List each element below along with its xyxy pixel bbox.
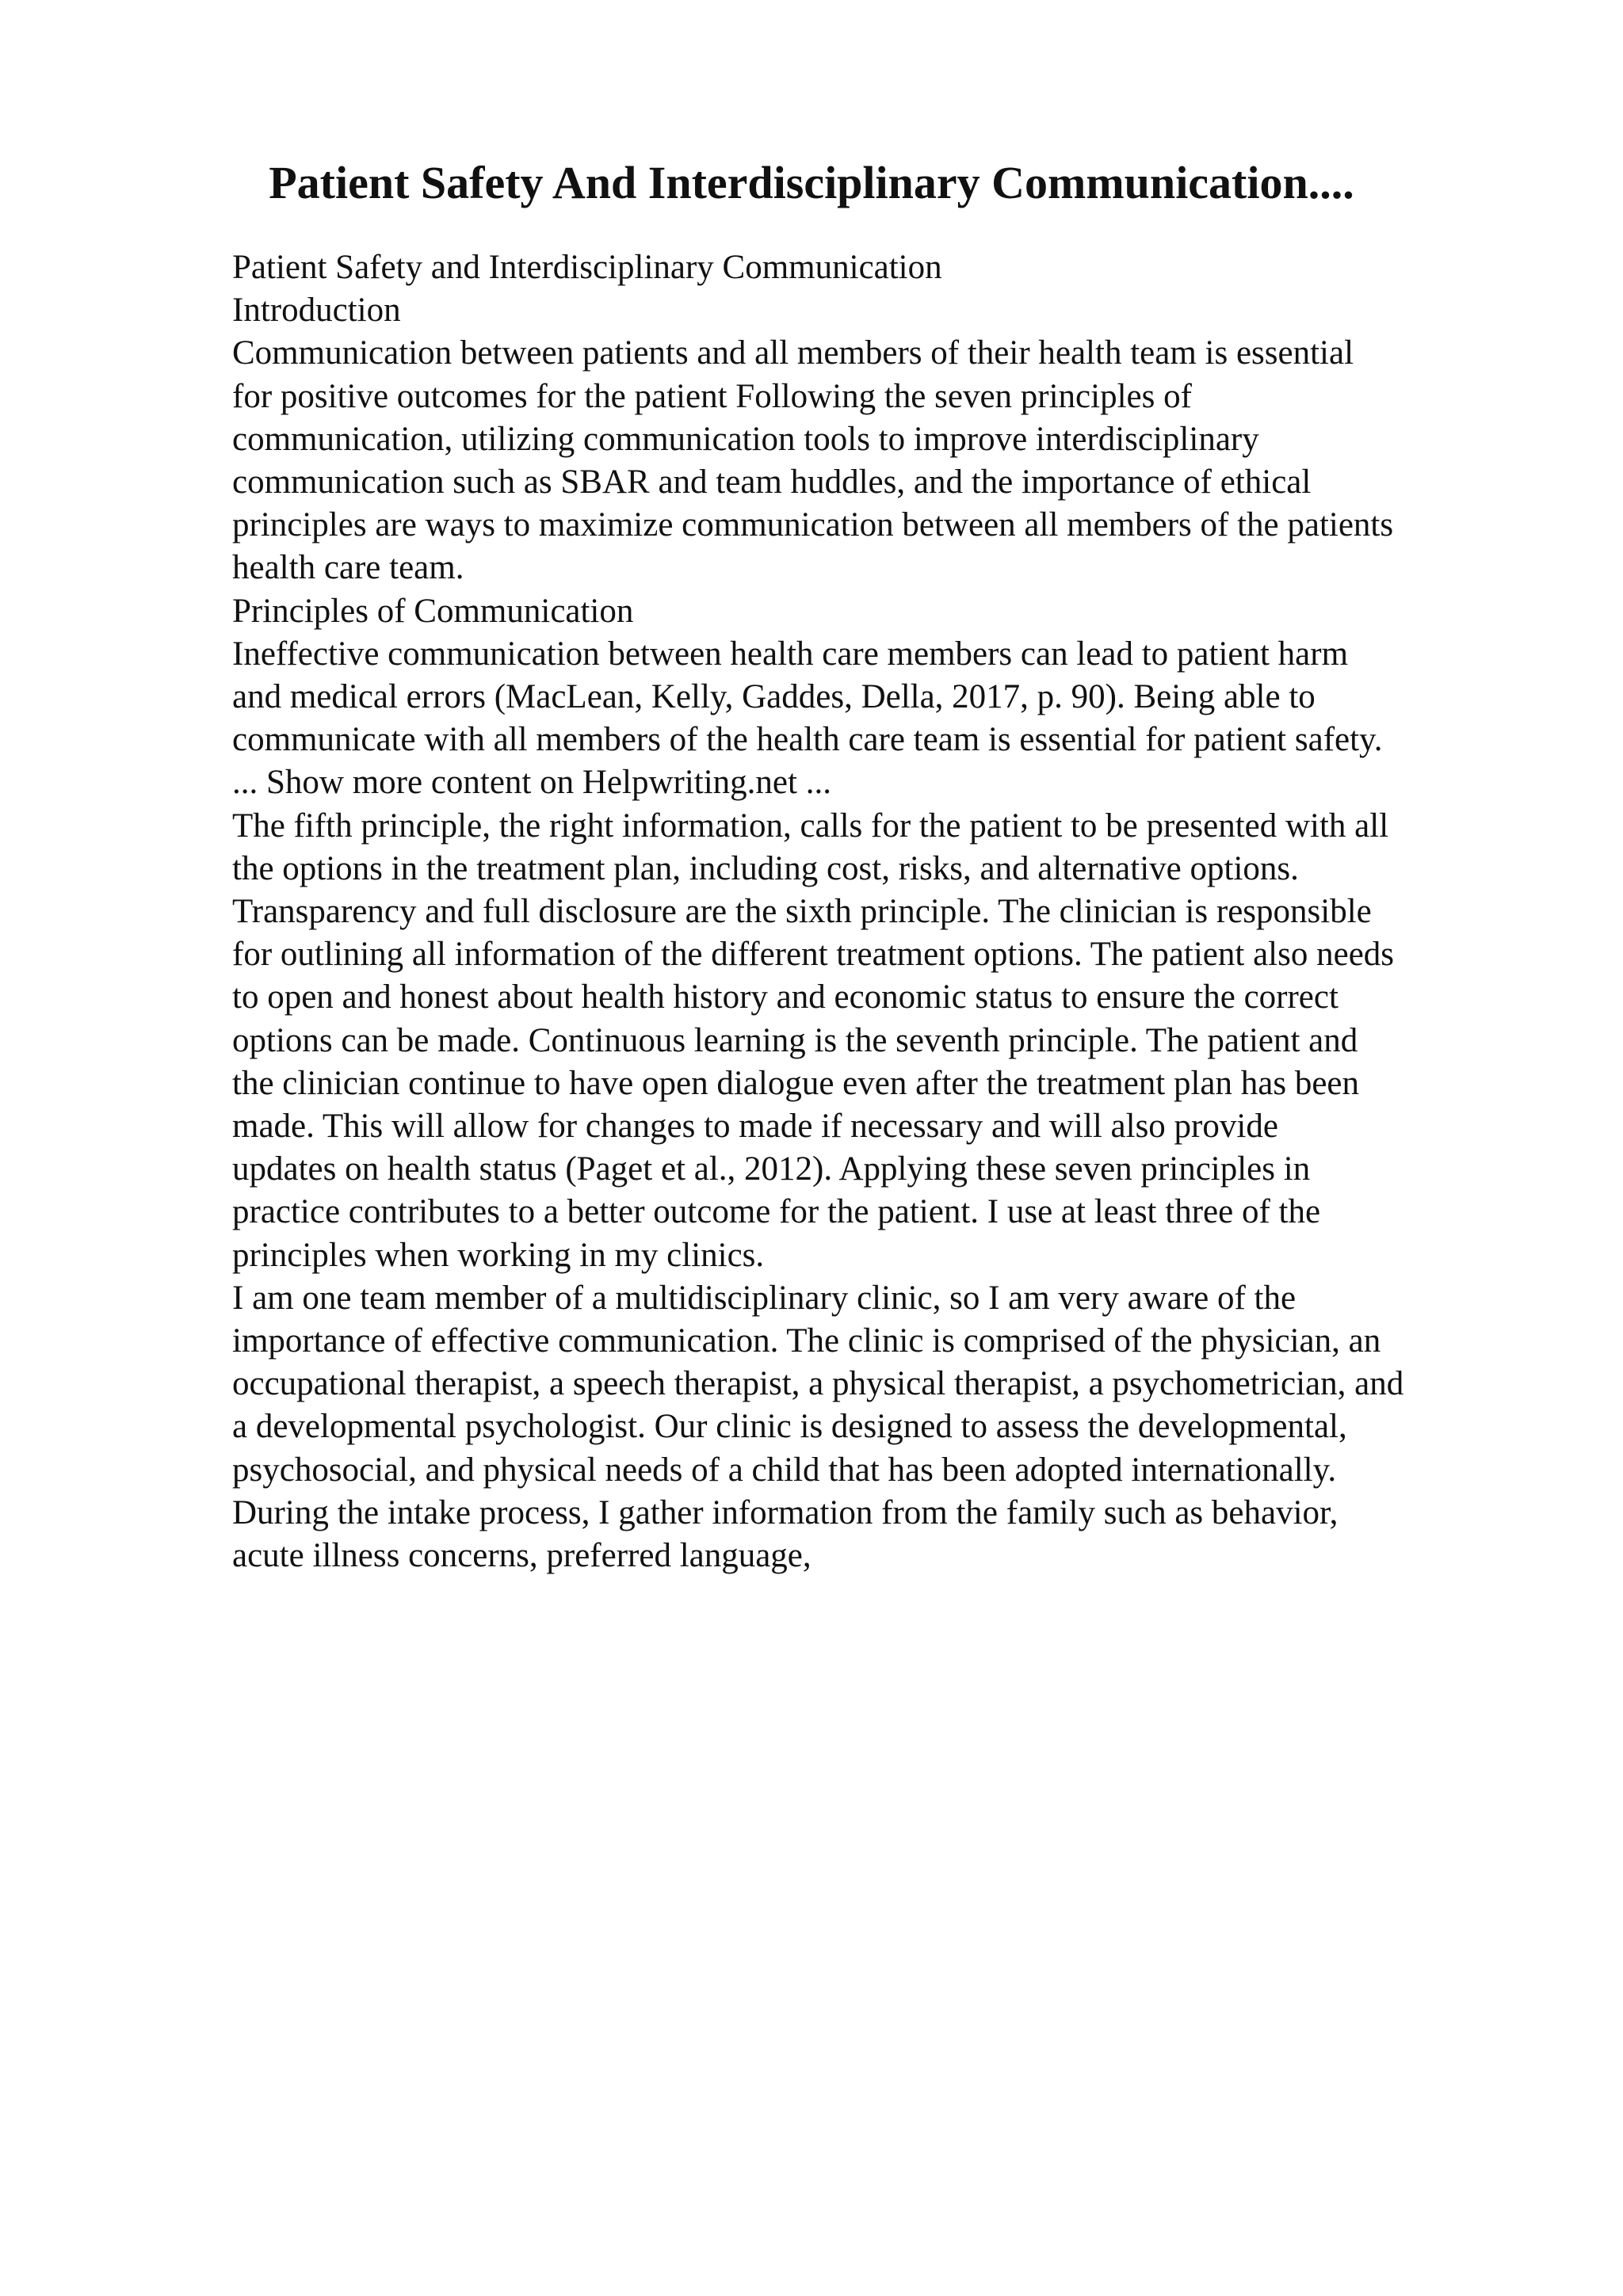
- text-line: options can be made. Continuous learning is the seventh principle. The patient and: [232, 1021, 1358, 1059]
- text-line: the clinician continue to have open dialogue even after the treatment plan has been: [232, 1064, 1360, 1102]
- document-title: Patient Safety And Interdisciplinary Communication....: [269, 157, 1354, 208]
- text-line: a developmental psychologist. Our clinic is designed to assess the developmental,: [232, 1408, 1347, 1446]
- text-line: communication such as SBAR and team huddles, and the importance of ethical: [232, 463, 1312, 502]
- text-line: importance of effective communication. The clinic is comprised of the physician, an: [232, 1322, 1381, 1360]
- text-line: Principles of Communication: [232, 592, 634, 630]
- text-line: and medical errors (MacLean, Kelly, Gaddes, Della, 2017, p. 90). Being able to: [232, 678, 1316, 716]
- text-line: made. This will allow for changes to made if necessary and will also provide: [232, 1108, 1278, 1146]
- text-line: I am one team member of a multidisciplinary clinic, so I am very aware of the: [232, 1279, 1296, 1317]
- text-line: to open and honest about health history and economic status to ensure the correct: [232, 978, 1338, 1016]
- text-line: Transparency and full disclosure are the sixth principle. The clinician is responsible: [232, 893, 1372, 931]
- text-line: practice contributes to a better outcome for the patient. I use at least three of the: [232, 1193, 1321, 1231]
- text-line: Introduction: [232, 292, 401, 330]
- text-line: updates on health status (Paget et al., 2012). Applying these seven principles in: [232, 1150, 1311, 1188]
- text-line: occupational therapist, a speech therapist, a physical therapist, a psychometrician, and: [232, 1365, 1404, 1403]
- text-line: communication, utilizing communication tools to improve interdisciplinary: [232, 420, 1259, 458]
- text-line: psychosocial, and physical needs of a child that has been adopted internationally.: [232, 1451, 1337, 1489]
- text-line: principles are ways to maximize communication between all members of the patients: [232, 506, 1394, 544]
- text-line: During the intake process, I gather information from the family such as behavior,: [232, 1493, 1338, 1531]
- text-line: the options in the treatment plan, including cost, risks, and alternative options.: [232, 849, 1299, 887]
- text-line: for outlining all information of the different treatment options. The patient also needs: [232, 936, 1395, 974]
- text-line: Patient Safety and Interdisciplinary Communication: [232, 249, 942, 286]
- show-more-link: ... Show more content on Helpwriting.net ...: [232, 764, 831, 802]
- text-line: health care team.: [232, 549, 464, 587]
- text-line: The fifth principle, the right information, calls for the patient to be presented with all: [232, 807, 1389, 845]
- text-line: Ineffective communication between health care members can lead to patient harm: [232, 635, 1349, 673]
- text-line: communicate with all members of the health care team is essential for patient safety.: [232, 721, 1383, 759]
- text-line: principles when working in my clinics.: [232, 1236, 765, 1274]
- document-body: [232, 246, 1516, 1577]
- text-line: for positive outcomes for the patient Following the seven principles of: [232, 377, 1192, 415]
- text-line: acute illness concerns, preferred language,: [232, 1537, 812, 1575]
- text-line: Communication between patients and all members of their health team is essential: [232, 334, 1354, 372]
